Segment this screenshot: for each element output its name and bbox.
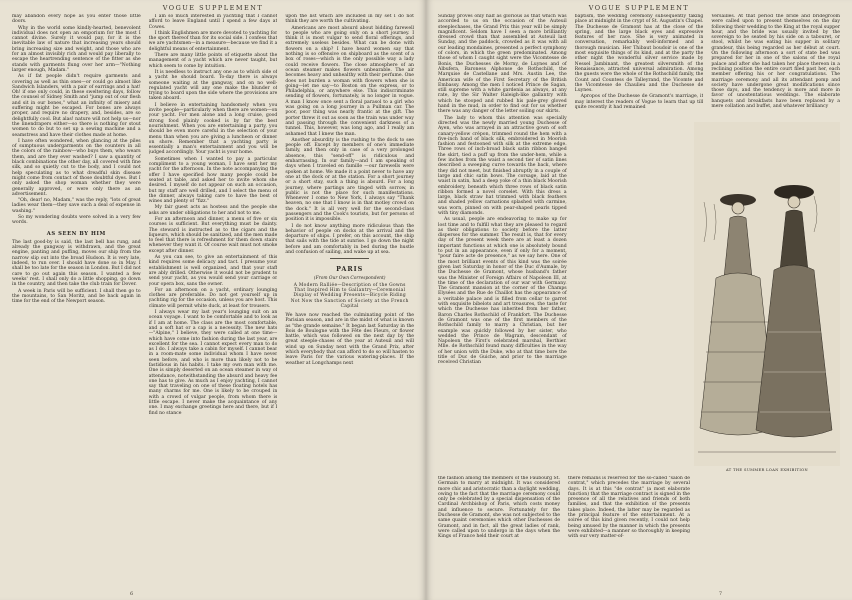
illustration-caption: AT THE SUMMER LOAN EXHIBITION bbox=[725, 468, 809, 472]
left-columns bbox=[12, 14, 414, 586]
right-column-1 bbox=[438, 14, 567, 472]
paragraph: Why in the world some kindly-hearted, benevolent individual does not open an emporium for the most I cannot divine. Surely it would pay, for it is the inevitable law of nature that increasing years should bring increasing size and weight, and those who are for an almost invisibly rich and would pay liberally to escape the heartrending sentence of the fitter as she stands with garments flung over her arm—"Nothing larger enough, Madam." bbox=[12, 25, 141, 73]
paragraph: "Oh, dear! no, Madam," was the reply, "lots of great ladies wear them—they save such a deal of expense in washing." bbox=[12, 198, 141, 214]
right-page bbox=[426, 0, 852, 600]
paragraph: may abandon every hope as you enter those little doors. bbox=[12, 14, 141, 25]
paragraph: Sunday proves only half as glorious as that which was accorded to us on the occasion of the Auteuil steeplechases, the Grand Prix this year will be simply magnificent. Seldom have I seen a more brilliantly dressed crowd than that assembled at Auteuil last Sunday, and the paddock, crowded as it was with all our leading mondaines, presented a perfect symphony of colors, in which the green predominated. Among those of whom I caught sight were the Vicomtesse de Bonis, the Duchesses de Morny, de Luynes and of Albufera, Baroness Alphonse de Rothschild, the Marquise de Castellane and Mrs. Austin Lee, the American wife of the First Secretary of the British Embassy. Among the men I noticed Prince de Sagan, still supreme with a white gardenia as always, at any rate, by the Sir Walter Raleigh-like gallantry with which he stooped and rubbed his pale-grey gloved hand in the mud, in order to find out for us whether there was any danger of the letter soiling our skirts. bbox=[438, 14, 567, 115]
page-number-right: 7 bbox=[718, 591, 722, 597]
paragraph: the fashion among the members of the Faubourg St. Germain to marry at midnight. It was considered more chic and aristocratic than a daylight wedding, owing to the fact that the marriage ceremony could only be celebrated by a special dispensation of the Cardinal Archbishop of Paris, which costs money and influence to secure. Fortunately for the Duchesse de Gramont, she was not subjected to the same quaint ceremonies which other Duchesses de Gramont, and in fact, all the great ladies of rank, were called upon to undergo in the days when the Kings of France held their court at bbox=[438, 476, 560, 540]
right-bottom-column-2 bbox=[568, 476, 690, 586]
paragraph: Sometimes when I wanted to pay a particular compliment to a young woman, I have sent her my yacht for the afternoon. In the note accompanying the offer I have specified how many people could be seated at table, and asked her to invite whom she desired. I myself do not appear on such an occasion, but my staff are well drilled, and I select the menu of the dinner, always taking care to have the best of wines and plenty of "fizz." bbox=[148, 156, 278, 205]
right-bottom-column-1 bbox=[438, 476, 560, 586]
paragraph: baptism, the wedding ceremony subsequently taking place at midnight in the crypt of St. Augustin's Chapel. The Duchesse de Gramont has at the close of the spring, and the large black eyes and expressive features of her race. She is very animated in conversation, remarkably well-informed and a thorough musician. Her Thibaut boudoir is one of the most exquisite things of its kind, and at the party the other night the wonderful silver service made by Nessel Jambinant, the greatest silversmith of the Renaissance, attracted universal admiration. Among the guests were the whole of the Rothschild family, the Count and Countess de Talleyrand, the Vicomte and the Vicomtesse de Chaulieu and the Duchesse de Luynes. bbox=[574, 14, 704, 94]
paragraph: The lady to whom this attention was specially directed was the newly married young Duchesse of Ayen, who was arrayed in an attractive gown of soft canary-yellow crépon, trimmed round the hem with a five-inch band of black silk, embroidered in Moorish fashion and festooned with silk at the extreme edge. Three rows of inch-broad black satin ribbon banged the skirt, tied a puff up from the under-hem, while a few inches from the waist a second tier of satin lines described a sweeping curve towards the back, where they did not meet, but finished abruptly in a couple of large and chic satin bows. The corsage, laid at the waist in satin, had a deep yoke of a thin black Moorish embroidery, beneath which three rows of black satin ribbon formed a novel corselet. With this dress a large, black straw hat trimmed with black feathers and shaded yellow carnations splashed with carmine, was worn, pinned on with pear-shaped pearls tipped with tiny diamonds. bbox=[438, 115, 567, 216]
paragraph: As if fat people didn't require garments and covering as well as thin ones—or could go almost like Sandwich Islanders, with a pair of earrings and a hat! Oh! if one only could, in these sweltering days, follow the counsel of Sidney Smith and "jump out of our flesh and sit in our bones," what an infinity of misery and suffering might be escaped. For bones are always proper, and require no drapery, and, besides, are so delightfully cool. But alas! nature will not help us—nor the linendrapers either—so there is nothing for stout women to do but to set up a sewing machine and a seamstress and have their clothes made at home. bbox=[12, 74, 141, 138]
right-column-2 bbox=[575, 14, 704, 472]
section-heading-as-seen-by-him: AS SEEN BY HIM bbox=[46, 230, 106, 237]
paragraph: Apropos of the Duchesse de Gramont's marriage, it may interest the readers of Vogue to learn that up till quite recently it had remained bbox=[574, 94, 704, 111]
running-head-left: VOGUE SUPPLEMENT bbox=[162, 4, 264, 12]
divider bbox=[330, 258, 369, 259]
right-column-3 bbox=[711, 14, 840, 120]
article-subhead: A Modern Ralliée—Description of the Gowns That Inspired Him to Gallantry—Ceremonial Display of Wedding Presents—Bicycle Riding Not Now the Sanction of Society at the French Capital bbox=[290, 282, 409, 309]
paragraph: We have now reached the culminating point of the Parisian season, and are in the midst of what is known as "the grande semaine." It began last Saturday in the Bois de Boulogne with the Fête des Fleurs, or flower battle, which was followed on the next day by the great steeple-chases of the year at Auteuil and will wind up on Sunday next with the Grand Prix, after which everybody that can afford to do so will hasten to leave Paris for the various watering-places. If the weather at Longchamps next bbox=[285, 312, 415, 366]
paragraph: As usual, people are endeavoring to make up for lost time and to fulfill what they are pleased to regard as their obligations to society before the latter disperses for the summer. The result is, that for every day of the present week there are at least a dozen important functions at which one is absolutely bound to put in an appearance, even if only for a moment, "pour faire acte de presence," as we say here. One of the most brilliant events of this kind was the soirée given last Saturday in honor of the Duc d'Aumale, by the Duchesse de Gramont, whose husband's father was the Minister of Foreign Affairs of Napoleon III, at the time of the declaration of our war with Germany. The Gramont mansion at the corner of the Champs Elysées and the Rue de Chaillot has the appearance of a veritable palace and is filled from cellar to garret with exquisite bibelots and art treasures, the taste for which the Duchesse has inherited from her father, Baron Charles Rothschild of Frankfort. The Duchesse de Gramont was one of the first members of the Rothschild family to marry a Christian, but her example was quickly followed by her sister, who wedded the Prince de Wagram, descendant of Napoleon the First's celebrated marshal, Berthier. Mlle. de Rothschild found many difficulties in the way of her union with the Duke, who at that time bore the title of Duc de Guiche, and prior to the marriage received Christian bbox=[438, 217, 567, 366]
paragraph: A week in Paris will be sufficient. I shall then go to the mountains, to San Moritz, and be back again in time for the end of the Newport season. bbox=[12, 288, 141, 305]
section-heading-paris: PARIS bbox=[336, 265, 364, 274]
paragraph: Versailles. At that period the bride and bridegroom were called upon to present themselves on the day following their wedding to the King at the royal supper hour, and the bride was usually invited by the sovereign to be seated by his side on a tabouret, or stool, whilst he was eating his supper in solitary grandeur, this being regarded as her début at court. On the following afternoon a sort of state bed was prepared for her in one of the salons of the royal palace and after she had taken her place thereon in a reclining position the entire court filed past her, each member offering his or her congratulations. The marriage ceremony and all its attendant pomp and society have undergone great modifications since those days, and the tendency is more and more in favor of unostentatious weddings. The elaborate banquets and breakfasts have been replaced by a mere collation and buffet, and whatever brilliancy bbox=[711, 14, 841, 110]
paragraph: I believe in entertaining handsomely when you invite people—particularly when there are women—on your yacht. For men alone and a long cruise, good strong food plainly cooked is by far the best nourishment. When you are entertaining a party, you should be even more careful in the selection of your menu than when you are giving a luncheon or dinner on shore. Remember that a yachting party is essentially a man's entertainment and you will be judged accordingly. Your yacht is your home. bbox=[148, 102, 278, 156]
running-head-right: VOGUE SUPPLEMENT bbox=[588, 4, 690, 12]
left-column-3 bbox=[285, 14, 414, 586]
paragraph: The last good-by is said, the last bell has rung, and already the gangway is withdrawn, and the great engine, panting and puffing, moves our ship from the narrow slip out into the broad Hudson. It is very late, indeed, to run over. I should have done so in May. I shall be too late for the season in London. But I did not care to go out again this season. I wanted a few weeks' rest. I shall only do a little shopping, go down in the country, and then take the club train for Dover. bbox=[12, 239, 141, 288]
left-column-1 bbox=[12, 14, 141, 586]
paragraph: Another absurdity is the rushing to the dock to see people off. Except by members of one's immediate family, and then only in case of a very prolonged absence, this "send-off" is ridiculous and embarrassing. In our family—and I am speaking of days when I traveled en famille —our farewells were spoken at home. We made it a point never to have any one at the dock or at the station. For a short journey or a short stay, such a thing is absurd. For a long journey, where partings are tinged with sorrow, in public is not the place for such manifestations. Whenever I come to New York, I always say "Thank heaven, no one that I know is in that motley crowd on the dock." It is all very well for the second-class passengers and the Cook's tourists, but for persons of position it is impossible. bbox=[285, 137, 415, 223]
paragraph: I think Englishmen are more devoted to yachting for the sport thereof than for its social side. I confess that we are yachtsmen—in a measure—because we find it a delightful means of entertainment. bbox=[148, 30, 278, 52]
right-bottom-columns bbox=[438, 476, 690, 586]
paragraph: I have often wondered, when glancing at the piles of sumptuous undergarments on the counters in all the colors of the rainbow—who buys them, who wears them, and are they ever washed? I saw a quantity of black combinations the other day, all covered with fine silk, and so quietly cut to the body, and I could not help speculating as to what dreadful skin disease might come from contact of those doubtful dyes. But I only asked the shop woman whether they were generally approved, or were only there as an advertisement. bbox=[12, 138, 141, 197]
paragraph: I am so much interested in yachting that I cannot afford to leave England until I spend a few days at Cowes. bbox=[148, 14, 278, 30]
paragraph: upon the list which are included in my set I do not think they are worth the cultivating. bbox=[285, 14, 415, 25]
paragraph: Americans are most absurd about bidding farewell to people who are going only on a short journey. I think it is most vulgar to send floral offerings, and extremely useless besides. What can be done with flowers on a ship? I have heard women say that nothing is so offensive on shipboard as the scent of a box of roses—which is the only possible way a lady could receive flowers. The close atmosphere of an ocean steamer makes flowers unbearable. The air becomes heavy and unhealthy with their perfume. One does not burden a woman with flowers when she is going—let me say—to Boston on the express, or to Philadelphia, or anywhere else. This indiscriminate sending of flowers, fortunately, is no longer in vogue. A man I know once sent a floral parasol to a girl who was going on a long journey in a Pullman car. The poor, poor thing was nearly frantic at the gift. The porter threw it out as soon as the train was under way and passing through the convenient darkness of a tunnel. This, however, was long ago, and I really am ashamed that I knew the man. bbox=[285, 25, 415, 137]
paragraph: As you can see, to give an entertainment of this kind requires some delicacy and tact. I presume your establishment is well organized, and that your staff are ably drilled. Otherwise it would not be prudent to send your yacht, as you would send your carriage or your opera box, sans the owner. bbox=[148, 255, 278, 287]
paragraph: My fair guest acts as hostess and the people she asks are under obligations to her and not to me. bbox=[148, 205, 278, 216]
paragraph: It is needless to instruct any one as to which side of a yacht he should board. To-day there is always someone waiting at the gangway, and on no well-regulated yacht will any one make the blunder of trying to board upon the side where the provisions are taken aboard. bbox=[148, 69, 278, 102]
paragraph: So my wondering doubts were solved in a very few words. bbox=[12, 214, 141, 226]
paragraph: I always wear my last year's lounging suit on an ocean voyage. I want to be comfortable and to look as if I am at home. The class are the most comfortable, and a soft hat or a cap is a necessity. The new hats—"Alpine," I believe, they were called at one time—which have come into fashion during the last year, are excellent for the sea. I cannot expect every man to do as I do. I always take a cabin for myself. I cannot bear in a room-mate some individual whom I have never seen before, and who is more than likely not to be fastidious in his habits. I take my own man with me. One is simply deserted on an ocean steamer in way of attendance, notwithstanding the absurd and heavy fee one has to give. As much as I enjoy yachting, I cannot say that traveling on one of these floating hotels has many charms for me. One is likely to be crouped in with a crowd of vulgar people, from whom there is little escape. I never make the acquaintance of any one. I may exchange greetings here and there, but if I find no stance bbox=[148, 310, 278, 416]
fashion-illustration bbox=[694, 122, 840, 466]
paragraph: There are many little points of etiquette about the management of a yacht which are never taught, but which seem to come by intuition. bbox=[148, 53, 278, 69]
paragraph: For an afternoon and dinner, a menu of five or six courses is sufficient. But everything must be dainty. The steward is instructed as to the cigars and the liqueurs, which should be sanitized, and the men made to feel that there is refreshment for them down stairs whenever they want it. Of course wait must not smoke except after dinner. bbox=[148, 216, 278, 254]
left-column-2 bbox=[149, 14, 278, 586]
byline: (From Our Own Correspondent) bbox=[313, 275, 386, 281]
paragraph: there remains is reserved for the so-called "salon de contrat," which precedes the marriage by several days. It is at this "de contrat" (a most elaborate function) that the marriage contract is signed in the presence of all the relatives and friends of both families, and that the exhibition of the presents takes place. Indeed, the latter may be regarded as the principal feature of the entertainment. At a soirée of this kind given recently, I could not help being amused by the manner in which the presents were exhibited—a manner so thoroughly in keeping with our very matter-of- bbox=[568, 476, 690, 540]
paragraph: For an afternoon on a yacht, ordinary lounging clothes are preferable. Do not get yourself up in yachting rig for the occasion, unless you are host. This climate will permit white duck, at least for trousers. bbox=[148, 287, 278, 309]
page-number-left: 6 bbox=[130, 591, 134, 597]
paragraph: I do not know anything more ridiculous than the behavior of people on docks at the arrival and the departure of ships. I prefer, on this account, the ship that sails with the tide at sunrise. I go down the night before and am comfortably in bed during the hustle and confusion of sailing, and wake up at sea. bbox=[285, 223, 415, 256]
